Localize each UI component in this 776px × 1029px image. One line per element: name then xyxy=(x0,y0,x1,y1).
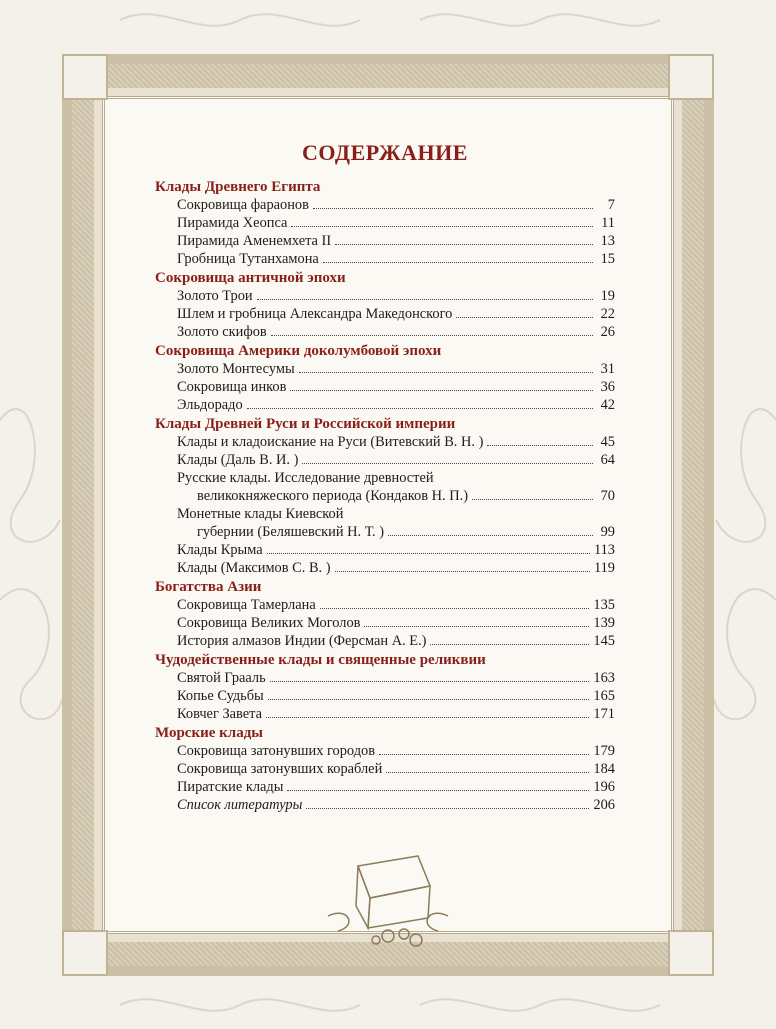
page-number: 139 xyxy=(593,615,615,631)
dot-leader xyxy=(320,608,590,609)
toc-entry[interactable] xyxy=(155,323,615,341)
dot-leader xyxy=(335,244,593,245)
page-number: 99 xyxy=(600,524,615,540)
toc-section xyxy=(155,342,615,414)
entry-title: великокняжеского периода (Кондаков Н. П.) xyxy=(197,488,468,504)
entry-title: Клады (Максимов С. В. ) xyxy=(177,560,331,576)
dot-leader xyxy=(313,208,593,209)
dot-leader xyxy=(287,790,589,791)
corner-ornament xyxy=(668,930,714,976)
entry-title: Сокровища затонувших городов xyxy=(177,743,376,759)
dot-leader xyxy=(388,535,593,536)
dot-leader xyxy=(456,317,593,318)
toc-section xyxy=(155,269,615,341)
entry-title: Золото скифов xyxy=(177,324,267,340)
toc-entry[interactable] xyxy=(155,360,615,378)
page-number: 64 xyxy=(600,452,615,468)
page-number: 26 xyxy=(600,324,615,340)
entry-title: Шлем и гробница Александра Македонского xyxy=(177,306,453,322)
dot-leader xyxy=(430,644,589,645)
entry-title: Золото Монтесумы xyxy=(177,361,295,377)
section-heading[interactable]: Чудодейственные клады и священные реликвии xyxy=(155,652,486,668)
section-heading[interactable]: Клады Древнего Египта xyxy=(155,179,321,195)
entry-title: Сокровища Великих Моголов xyxy=(177,615,361,631)
dot-leader xyxy=(291,226,593,227)
toc-entry[interactable] xyxy=(155,559,615,577)
dot-leader xyxy=(472,499,593,500)
dot-leader xyxy=(270,681,590,682)
entry-title: Сокровища инков xyxy=(177,379,287,395)
dot-leader xyxy=(257,299,593,300)
page-number: 179 xyxy=(593,743,615,759)
dot-leader xyxy=(247,408,593,409)
entry-title: Золото Трои xyxy=(177,288,253,304)
corner-ornament xyxy=(668,54,714,100)
entry-title: Гробница Тутанхамона xyxy=(177,251,319,267)
dot-leader xyxy=(386,772,589,773)
page-number: 42 xyxy=(600,397,615,413)
page-number: 45 xyxy=(600,434,615,450)
entry-title: Клады (Даль В. И. ) xyxy=(177,452,299,468)
toc-entry[interactable] xyxy=(155,451,615,469)
toc-entry[interactable] xyxy=(155,760,615,778)
page-number: 19 xyxy=(600,288,615,304)
dot-leader xyxy=(271,335,593,336)
dot-leader xyxy=(299,372,593,373)
dot-leader xyxy=(379,754,589,755)
toc-section xyxy=(155,651,615,723)
section-heading[interactable]: Богатства Азии xyxy=(155,579,262,595)
page-number: 31 xyxy=(600,361,615,377)
dot-leader xyxy=(268,699,590,700)
toc-entry[interactable] xyxy=(155,232,615,250)
toc-entry[interactable] xyxy=(155,796,615,814)
dot-leader xyxy=(364,626,589,627)
entry-title: Список литературы xyxy=(177,797,303,813)
entry-title: Сокровища фараонов xyxy=(177,197,309,213)
corner-ornament xyxy=(62,54,108,100)
toc-entry[interactable] xyxy=(155,596,615,614)
page-title: СОДЕРЖАНИЕ xyxy=(302,140,468,165)
entry-title: Копье Судьбы xyxy=(177,688,264,704)
toc-entry[interactable] xyxy=(155,778,615,796)
toc-entry[interactable] xyxy=(155,305,615,323)
dot-leader xyxy=(267,553,590,554)
toc-entry[interactable] xyxy=(155,523,615,541)
page-number: 196 xyxy=(593,779,615,795)
page-number: 7 xyxy=(607,197,615,213)
toc-section xyxy=(155,178,615,268)
dot-leader xyxy=(266,717,589,718)
entry-title: Пиратские клады xyxy=(177,779,284,795)
toc-entry-line: Монетные клады Киевской xyxy=(177,506,344,522)
page-number: 113 xyxy=(593,542,615,558)
page-number: 119 xyxy=(593,560,615,576)
toc-entry[interactable] xyxy=(155,742,615,760)
entry-title: История алмазов Индии (Ферсман А. Е.) xyxy=(177,633,427,649)
toc-entry[interactable] xyxy=(155,250,615,268)
page-number: 13 xyxy=(600,233,615,249)
dot-leader xyxy=(323,262,593,263)
toc-entry[interactable] xyxy=(155,196,615,214)
dot-leader xyxy=(302,463,593,464)
entry-title: Сокровища Тамерлана xyxy=(177,597,316,613)
toc-entry[interactable] xyxy=(155,541,615,559)
entry-title: Эльдорадо xyxy=(177,397,243,413)
page-number: 163 xyxy=(593,670,615,686)
toc-entry[interactable] xyxy=(155,632,615,650)
page-number: 22 xyxy=(600,306,615,322)
page-number: 184 xyxy=(593,761,615,777)
table-of-contents xyxy=(155,140,615,814)
page-number: 70 xyxy=(600,488,615,504)
toc-section xyxy=(155,578,615,650)
section-heading[interactable]: Сокровища античной эпохи xyxy=(155,270,346,286)
page-number: 165 xyxy=(593,688,615,704)
page-number: 36 xyxy=(600,379,615,395)
toc-entry[interactable] xyxy=(155,669,615,687)
dot-leader xyxy=(290,390,593,391)
entry-title: Пирамида Аменемхета II xyxy=(177,233,332,249)
toc-entry[interactable] xyxy=(155,378,615,396)
dot-leader xyxy=(306,808,589,809)
toc-list xyxy=(155,178,615,814)
section-heading[interactable]: Морские клады xyxy=(155,725,264,741)
toc-entry[interactable] xyxy=(155,687,615,705)
toc-section xyxy=(155,724,615,814)
page-number: 15 xyxy=(600,251,615,267)
entry-title: Клады и кладоискание на Руси (Витевский В. Н. ) xyxy=(177,434,484,450)
section-heading[interactable]: Сокровища Америки доколумбовой эпохи xyxy=(155,343,442,359)
entry-title: Сокровища затонувших кораблей xyxy=(177,761,383,777)
toc-entry[interactable] xyxy=(155,287,615,305)
dot-leader xyxy=(487,445,593,446)
toc-entry[interactable] xyxy=(155,214,615,232)
corner-ornament xyxy=(62,930,108,976)
entry-title: губернии (Беляшевский Н. Т. ) xyxy=(197,524,385,540)
toc-entry[interactable] xyxy=(155,487,615,505)
page-number: 135 xyxy=(593,597,615,613)
toc-entry[interactable] xyxy=(155,396,615,414)
entry-title: Ковчег Завета xyxy=(177,706,262,722)
toc-entry-line: Русские клады. Исследование древностей xyxy=(177,470,434,486)
toc-entry[interactable] xyxy=(155,433,615,451)
toc-entry[interactable] xyxy=(155,705,615,723)
section-heading[interactable]: Клады Древней Руси и Российской империи xyxy=(155,416,456,432)
entry-title: Пирамида Хеопса xyxy=(177,215,288,231)
toc-section xyxy=(155,415,615,577)
treasure-chest-illustration xyxy=(318,836,458,956)
page-number: 11 xyxy=(601,215,615,231)
toc-entry[interactable] xyxy=(155,614,615,632)
entry-title: Святой Грааль xyxy=(177,670,266,686)
dot-leader xyxy=(335,571,590,572)
page-number: 145 xyxy=(593,633,615,649)
page-number: 171 xyxy=(593,706,615,722)
entry-title: Клады Крыма xyxy=(177,542,263,558)
page-number: 206 xyxy=(593,797,615,813)
